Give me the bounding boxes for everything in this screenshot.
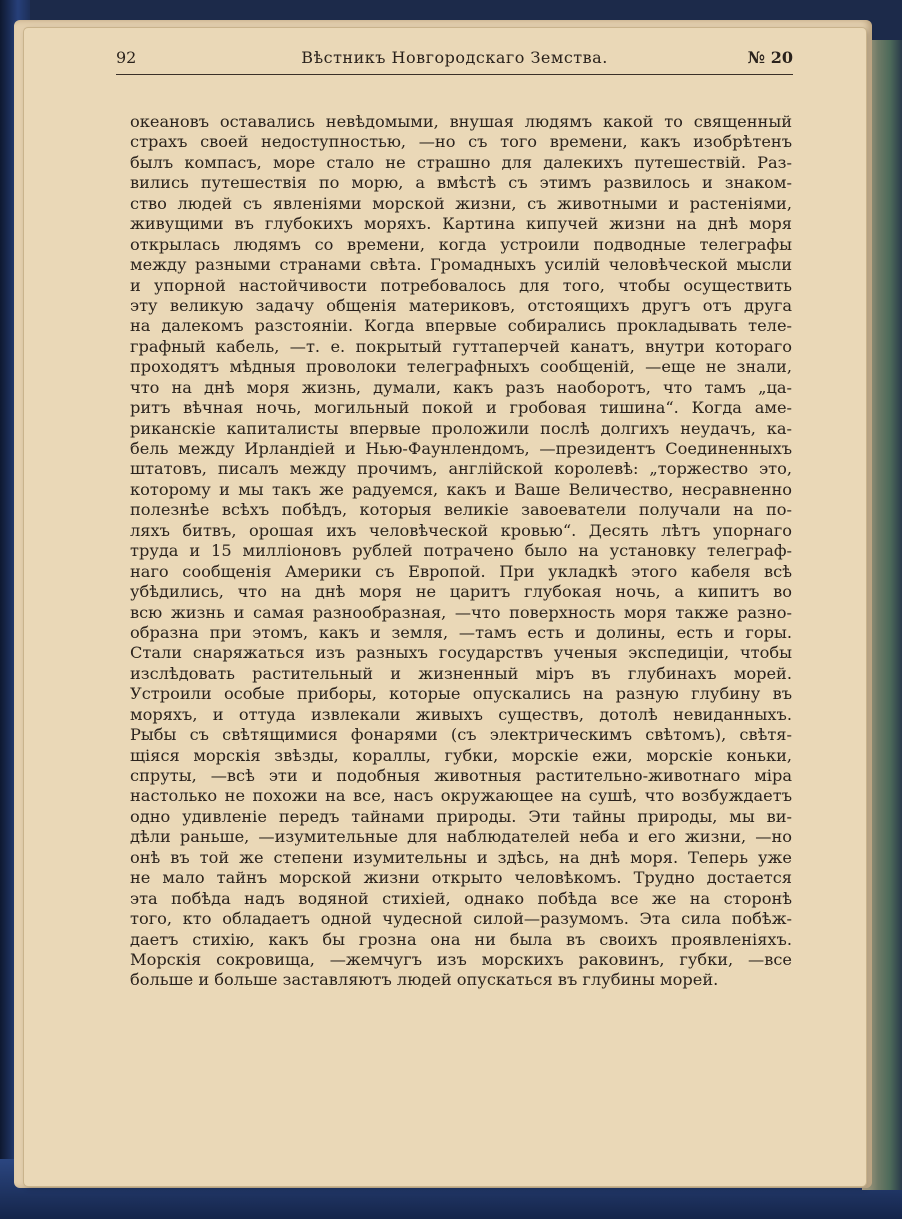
text-line: Рыбы съ свѣтящимися фонарями (съ электрическимъ свѣтомъ), свѣтя-: [130, 725, 792, 745]
page-header: [116, 44, 793, 75]
text-line: ство людей съ явленіями морской жизни, съ животными и растеніями,: [130, 193, 792, 213]
text-line: одно удивленіе передъ тайнами природы. Эти тайны природы, мы ви-: [130, 806, 792, 826]
text-line: изслѣдовать растительный и жизненный міръ въ глубинахъ морей.: [130, 663, 792, 683]
text-line: которому и мы такъ же радуемся, какъ и Ваше Величество, несравненно: [130, 479, 792, 499]
text-line: эту великую задачу общенія материковъ, отстоящихъ другъ отъ друга: [130, 295, 792, 315]
text-line: риканскіе капиталисты впервые проложили послѣ долгихъ неудачъ, ка-: [130, 418, 792, 438]
text-line: даетъ стихію, какъ бы грозна она ни была въ своихъ проявленіяхъ.: [130, 929, 792, 949]
text-line: графный кабель, —т. е. покрытый гуттаперчей канатъ, внутри котораго: [130, 336, 792, 356]
text-line: дѣли раньше, —изумительные для наблюдателей неба и его жизни, —но: [130, 827, 792, 847]
text-line: страхъ своей недоступностью, —но съ того времени, какъ изобрѣтенъ: [130, 132, 792, 152]
body-text: [130, 112, 792, 991]
text-line: щіяся морскія звѣзды, кораллы, губки, морскіе ежи, морскіе коньки,: [130, 745, 792, 765]
text-line: живущими въ глубокихъ моряхъ. Картина кипучей жизни на днѣ моря: [130, 214, 792, 234]
text-line: и упорной настойчивости потребовалось для того, чтобы осуществить: [130, 275, 792, 295]
text-line: образна при этомъ, какъ и земля, —тамъ есть и долины, есть и горы.: [130, 622, 792, 642]
text-line: настолько не похожи на все, насъ окружающее на сушѣ, что возбуждаетъ: [130, 786, 792, 806]
text-line: труда и 15 милліоновъ рублей потрачено было на установку телеграф-: [130, 541, 792, 561]
text-line: открылась людямъ со времени, когда устроили подводные телеграфы: [130, 234, 792, 254]
text-line: всю жизнь и самая разнообразная, —что поверхность моря также разно-: [130, 602, 792, 622]
text-line: бель между Ирландіей и Нью-Фаунлендомъ, —президентъ Соединенныхъ: [130, 439, 792, 458]
text-line: Стали снаряжаться изъ разныхъ государствъ ученыя экспедиціи, чтобы: [130, 643, 792, 663]
text-line: онѣ въ той же степени изумительны и здѣсь, на днѣ моря. Теперь уже: [130, 847, 792, 867]
text-line: вились путешествія по морю, а вмѣстѣ съ этимъ развилось и знаком-: [130, 173, 792, 193]
text-line: между разными странами свѣта. Громадныхъ усилій человѣческой мысли: [130, 255, 792, 275]
text-line: не мало тайнъ морской жизни открыто человѣкомъ. Трудно достается: [130, 868, 792, 888]
issue-number: № 20: [747, 48, 793, 67]
text-line: спруты, —всѣ эти и подобныя животныя растительно-животнаго міра: [130, 766, 792, 785]
page-number: 92: [116, 48, 137, 67]
text-line: былъ компасъ, море стало не страшно для далекихъ путешествій. Раз-: [130, 152, 792, 172]
journal-title: Вѣстникъ Новгородскаго Земства.: [301, 48, 608, 67]
text-line: моряхъ, и оттуда извлекали живыхъ существъ, дотолѣ невиданныхъ.: [130, 704, 792, 724]
text-line: что на днѣ моря жизнь, думали, какъ разъ наоборотъ, что тамъ „ца-: [130, 377, 792, 397]
text-line: больше и больше заставляютъ людей опускаться въ глубины морей.: [130, 970, 719, 990]
text-line: проходятъ мѣдныя проволоки телеграфныхъ сообщеній, —еще не знали,: [130, 357, 792, 377]
text-line: того, кто обладаетъ одной чудесной силой—разумомъ. Эта сила побѣж-: [130, 909, 792, 929]
text-line: штатовъ, писалъ между прочимъ, англійской королевѣ: „торжество это,: [130, 459, 792, 479]
text-line: полезнѣе всѣхъ побѣдъ, которыя великіе завоеватели получали на по-: [130, 500, 792, 520]
text-line: на далекомъ разстояніи. Когда впервые собирались прокладывать теле-: [130, 316, 792, 336]
text-line: эта побѣда надъ водяной стихіей, однако побѣда все же на сторонѣ: [130, 888, 792, 908]
text-line: наго сообщенія Америки съ Европой. При укладкѣ этого кабеля всѣ: [130, 561, 792, 581]
text-line: ляхъ битвъ, орошая ихъ человѣческой кровью“. Десять лѣтъ упорнаго: [130, 520, 792, 540]
text-line: Устроили особые приборы, которые опускались на разную глубину въ: [130, 684, 792, 704]
text-line: океановъ оставались невѣдомыми, внушая людямъ какой то священный: [130, 112, 792, 131]
text-line: убѣдились, что на днѣ моря не царитъ глубокая ночь, а кипитъ во: [130, 582, 792, 602]
text-line: Морскія сокровища, —жемчугъ изъ морскихъ раковинъ, губки, —все: [130, 949, 792, 969]
text-line: ритъ вѣчная ночь, могильный покой и гробовая тишина“. Когда аме-: [130, 398, 792, 418]
